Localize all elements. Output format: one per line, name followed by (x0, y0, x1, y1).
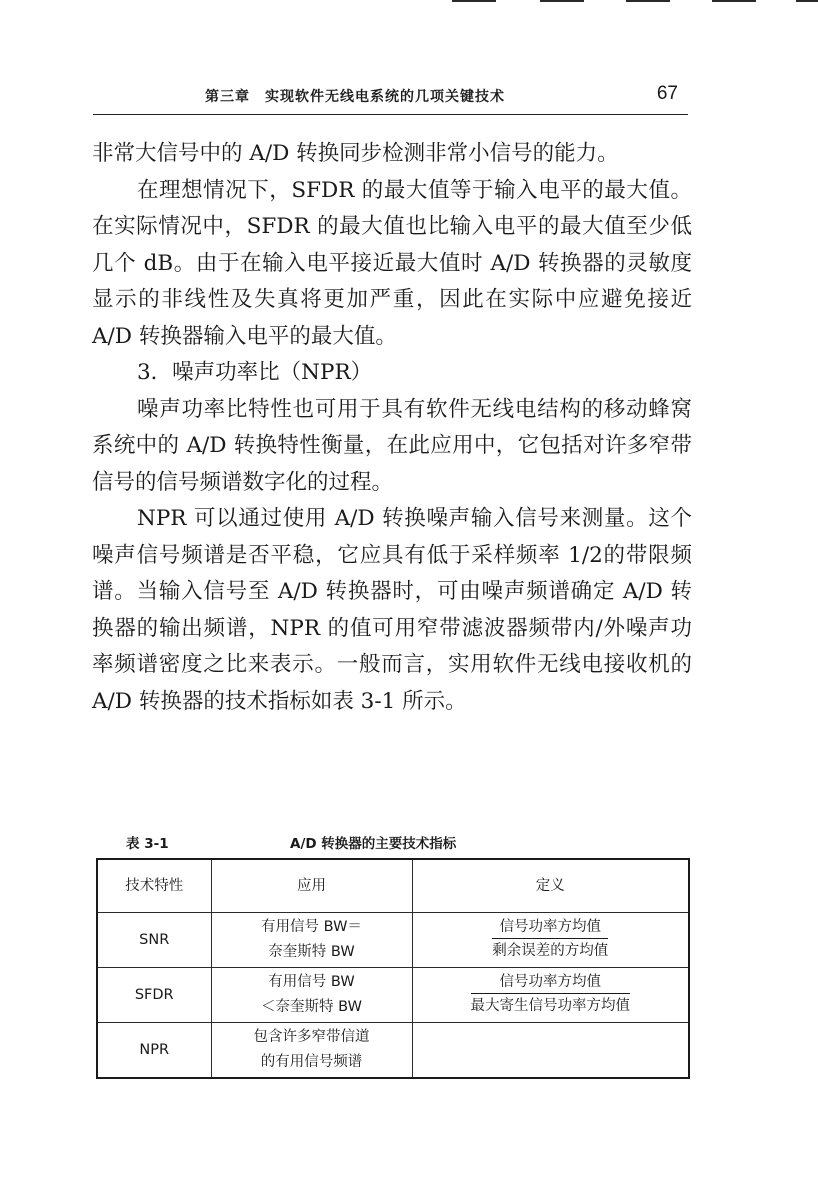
scan-mark (626, 0, 670, 2)
row-name: NPR (97, 1023, 211, 1079)
header-cell: 应用 (211, 859, 412, 913)
scan-mark (452, 0, 496, 2)
definition-fraction (471, 971, 631, 1018)
row-definition-empty (412, 1023, 689, 1079)
page-number: 67 (656, 83, 678, 104)
body-text (92, 136, 692, 720)
application-line: 包含许多窄带信道 (253, 1029, 370, 1045)
row-definition (412, 968, 689, 1023)
scan-mark (796, 0, 818, 2)
row-application (211, 913, 412, 968)
table-header-row (97, 859, 689, 913)
row-name: SFDR (97, 968, 211, 1023)
application-line: 有用信号 BW＝ (261, 919, 362, 935)
header-cell: 定义 (412, 859, 689, 913)
fraction-denominator: 剩余误差的方均值 (492, 943, 609, 959)
section-heading: 3．噪声功率比（NPR） (137, 360, 373, 385)
table-row (97, 1023, 689, 1079)
fraction-numerator: 信号功率方均值 (471, 971, 631, 994)
fraction-numerator: 信号功率方均值 (492, 916, 608, 939)
application-line: 有用信号 BW (268, 974, 355, 990)
table-number: 表 3-1 (126, 836, 169, 852)
row-application (211, 968, 412, 1023)
running-header (93, 83, 688, 115)
row-application (211, 1023, 412, 1079)
table-row (97, 913, 689, 968)
table-title: A/D 转换器的主要技术指标 (290, 836, 457, 852)
scan-mark (712, 0, 756, 2)
paragraph: 在理想情况下，SFDR 的最大值等于输入电平的最大值。在实际情况中，SFDR 的最大值也比输入电平的最大值至少低几个 dB。由于在输入电平接近最大值时 A/D 转换器的灵敏度显示的非线性及失真将更加严重，因此在实际中应避免接近 A/D 转换器输入电平的最大值。 (92, 177, 692, 349)
spec-table (96, 858, 690, 1079)
header-cell: 技术特性 (97, 859, 211, 913)
paragraph: NPR 可以通过使用 A/D 转换噪声输入信号来测量。这个噪声信号频谱是否平稳，它应具有低于采样频率 1/2的带限频谱。当输入信号至 A/D 转换器时，可由噪声频谱确定 A/D 转换器的输出频谱，NPR 的值可用窄带滤波器频带内/外噪声功率频谱密度之比来表示。一般而言，实用软件无线电接收机的 A/D 转换器的技术指标如表 3-1 所示。 (92, 506, 692, 714)
row-name: SNR (97, 913, 211, 968)
scan-mark (540, 0, 584, 2)
row-definition (412, 913, 689, 968)
application-line: 的有用信号频谱 (260, 1054, 363, 1070)
chapter-title: 第三章 实现软件无线电系统的几项关键技术 (205, 89, 505, 105)
application-line: ＜奈奎斯特 BW (261, 999, 362, 1015)
definition-fraction (492, 916, 608, 963)
paragraph: 非常大信号中的 A/D 转换同步检测非常小信号的能力。 (92, 141, 619, 166)
fraction-denominator: 最大寄生信号功率方均值 (470, 998, 630, 1014)
table-row (97, 968, 689, 1023)
paragraph: 噪声功率比特性也可用于具有软件无线电结构的移动蜂窝系统中的 A/D 转换特性衡量，在此应用中，它包括对许多窄带信号的信号频谱数字化的过程。 (92, 396, 692, 495)
application-line: 奈奎斯特 BW (268, 944, 355, 960)
